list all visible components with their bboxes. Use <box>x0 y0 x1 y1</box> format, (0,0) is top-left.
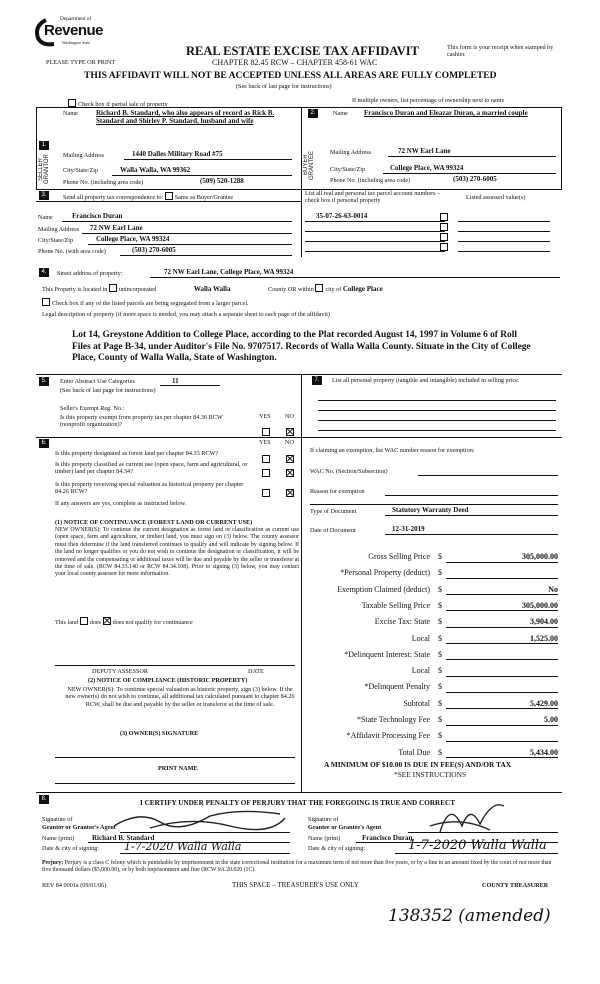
perjury-title: Perjury: <box>42 860 64 866</box>
calc-currency: $ <box>438 747 442 757</box>
grantee-agent-label: Grantee or Grantee's Agent <box>308 824 382 831</box>
seller-name-value: Richard B. Standard, who also appears of record as Rick B. Standard and Shirley P. Standard, husband and wife <box>96 109 275 126</box>
parcel-personal-checkbox-3[interactable] <box>440 233 448 241</box>
legal-desc-label: Legal description of property (if more space is needed, you may attach a separate sheet to each page of the affidavit) <box>42 311 330 318</box>
exempt-no-checkbox[interactable] <box>286 428 294 436</box>
segregated-label: Check box if any of the listed parcels are being segregated from a larger parcel. <box>52 300 249 307</box>
exempt-question: Is this property exempt from property tax per chapter 84.36 RCW (nonprofit organization)? <box>60 414 223 429</box>
unincorporated-checkbox[interactable] <box>109 284 117 292</box>
tax-phone-label: Phone No. (with area code) <box>38 248 106 255</box>
grantee-sig-label: Signature of <box>308 816 339 823</box>
calc-value: 5,434.00 <box>530 747 558 757</box>
grantor-name-label: Name (print) <box>42 835 75 842</box>
tax-name-value: Francisco Duran <box>72 212 123 220</box>
current-use-yes-checkbox[interactable] <box>262 469 270 477</box>
current-use-no-checkbox[interactable] <box>286 469 294 477</box>
minimum-due-note: A MINIMUM OF $10.00 IS DUE IN FEE(S) AND/OR TAX <box>324 760 512 769</box>
certify-statement: I CERTIFY UNDER PENALTY OF PERJURY THAT THE FOREGOING IS TRUE AND CORRECT <box>140 799 455 807</box>
personal-property-label: List all personal property (tangible and intangible) included in selling price. <box>332 377 520 384</box>
perjury-text: Perjury is a class C felony which is punishable by imprisonment in the state correctional institution for a maximum term of not more than five years, or by a fine in an amount fixed by the court of not more than five thousand dollars ($5,000.00), or by both imprisonment and fine (RCW 9A.20.020 (1C). <box>42 860 552 873</box>
use-categories-value: 11 <box>172 377 179 385</box>
within-city-checkbox[interactable] <box>315 284 323 292</box>
department-name: Revenue <box>44 22 104 39</box>
deputy-assessor-label: DEPUTY ASSESSOR <box>92 668 148 675</box>
calc-label: Gross Selling Price <box>368 552 430 561</box>
calc-currency: $ <box>438 715 442 724</box>
segregated-checkbox[interactable] <box>42 298 50 306</box>
section-6-number: 6. <box>39 439 49 448</box>
city-of-label: city of <box>325 286 342 293</box>
exemption-reason-label: Reason for exemption <box>310 488 365 495</box>
calc-value: 5,429.00 <box>530 698 558 708</box>
calc-currency: $ <box>438 666 442 676</box>
calc-value: 3,904.00 <box>530 617 558 627</box>
unincorporated-label: unincorporated <box>118 286 157 293</box>
tax-mailing-label: Mailing Address <box>38 226 80 233</box>
calc-value: 305,000.00 <box>522 600 558 610</box>
grantee-name-label: Name (print) <box>308 835 341 842</box>
handwritten-note: 138352 (amended) <box>388 906 551 926</box>
partial-sale-checkbox[interactable] <box>68 99 76 107</box>
calc-label: *Delinquent Penalty <box>364 682 430 692</box>
grantee-signature <box>420 796 510 836</box>
calc-label: Total Due <box>398 747 430 757</box>
legal-desc-value: Lot 14, Greystone Addition to College Place, according to the Plat recorded August 14, 1997 in Volume 6 of Roll Files at Page B-34, under Auditor's File No. 9707517. Records of Walla Walla County. Situate in the City of College Place, County of Walla Walla, State of Washington. <box>72 330 531 364</box>
grantor-date-label: Date & city of signing: <box>42 845 100 852</box>
this-land-label: This land <box>55 619 79 626</box>
calc-label: *Delinquent Interest: State <box>344 649 430 659</box>
send-correspondence-row <box>63 192 233 201</box>
calc-currency: $ <box>438 682 442 692</box>
section-5-number: 5. <box>39 377 49 386</box>
parcel-number-value: 35-07-26-63-0014 <box>316 212 368 220</box>
county-treasurer-label: COUNTY TREASURER <box>482 882 549 889</box>
department-small: Department of <box>60 16 92 22</box>
calc-label: Excise Tax: State <box>374 617 430 627</box>
section-3-number: 3. <box>39 191 49 200</box>
seller-grantor-label: SELLER GRANTOR <box>38 154 50 184</box>
city-of-value: College Place <box>342 285 383 293</box>
treasurer-space-label: THIS SPACE – TREASURER'S USE ONLY <box>232 881 359 889</box>
wac-label: WAC No. (Section/Subsection) <box>310 468 388 475</box>
section-2-number: 2. <box>308 109 318 118</box>
calc-value: 5.00 <box>544 715 558 724</box>
form-warning: THIS AFFIDAVIT WILL NOT BE ACCEPTED UNLESS ALL AREAS ARE FULLY COMPLETED <box>84 70 497 81</box>
continuance-row <box>55 617 193 626</box>
buyer-mailing-value: 72 NW Earl Lane <box>398 147 451 155</box>
calc-label: Local <box>411 666 430 676</box>
calc-label: *State Technology Fee <box>356 715 430 724</box>
calc-label: Local <box>411 633 430 643</box>
exempt-no-label: NO <box>285 413 294 420</box>
section-4-number: 4. <box>39 268 49 277</box>
calc-label: *Personal Property (deduct) <box>340 568 430 578</box>
parcel-personal-checkbox-2[interactable] <box>440 223 448 231</box>
county-value: Walla Walla <box>193 285 231 293</box>
rev-number: REV 84 0001a (09/01/06) <box>42 882 107 889</box>
revenue-logo <box>32 16 102 48</box>
use-categories-label: Enter Abstract Use Categories <box>60 378 135 385</box>
buyer-mailing-label: Mailing Address <box>330 149 372 156</box>
location-row <box>42 284 383 293</box>
doc-type-value: Statutory Warranty Deed <box>392 506 469 514</box>
calc-label: Exemption Claimed (deduct) <box>337 584 430 594</box>
seller-city-value: Walla Walla, WA 99362 <box>120 166 191 174</box>
grantor-date-value: 1-7-2020 Walla Walla <box>124 840 242 853</box>
street-value: 72 NW Earl Lane, College Place, WA 99324 <box>164 268 294 276</box>
calc-currency: $ <box>438 568 442 578</box>
current-use-question: Is this property classified as current use (open space, farm and agricultural, or timber) land per chapter 84.34? <box>55 461 248 476</box>
doc-date-value: 12-31-2019 <box>392 525 425 533</box>
exempt-yes-label: YES <box>259 413 271 420</box>
located-label: This Property is located in <box>42 286 108 293</box>
multi-owner-note: If multiple owners, list percentage of ownership next to name <box>352 97 505 104</box>
send-correspondence-label: Send all property tax correspondence to: <box>63 194 164 201</box>
calc-value: 305,000.00 <box>522 552 558 561</box>
same-as-buyer-checkbox[interactable] <box>165 192 173 200</box>
buyer-city-label: City/State/Zip <box>330 166 366 173</box>
buyer-city-value: College Place, WA 99324 <box>390 164 464 172</box>
calc-currency: $ <box>438 617 442 627</box>
forest-yes-checkbox[interactable] <box>262 455 270 463</box>
perjury-notice <box>42 860 560 874</box>
street-label: Street address of property: <box>57 270 123 277</box>
deputy-date-label: DATE <box>248 668 264 675</box>
assessed-header: Listed assessed value(s) <box>466 194 526 201</box>
historic-yes-checkbox[interactable] <box>262 489 270 497</box>
calc-currency: $ <box>438 698 442 708</box>
seller-mailing-label: Mailing Address <box>63 152 105 159</box>
exemption-label: If claiming an exemption, list WAC number reason for exemption: <box>310 447 475 454</box>
please-type: PLEASE TYPE OR PRINT <box>46 59 116 66</box>
section-7-number: 7. <box>312 376 322 385</box>
section-1-number: 1. <box>39 141 49 150</box>
owner-signature-label: (3) OWNER(S) SIGNATURE <box>120 730 199 737</box>
same-as-buyer-label: Same as Buyer/Grantee <box>174 194 234 201</box>
see-instructions-note: *SEE INSTRUCTIONS <box>394 770 467 779</box>
calc-currency: $ <box>438 552 442 561</box>
calc-value: 1,525.00 <box>530 633 558 643</box>
does-label: does <box>89 619 102 626</box>
notice1-text: NEW OWNER(S): To continue the current designation as forest land or classification as current use (open space, farm and agriculture, or timber) land, you must sign on (3) below. The county assessor must then determine if the land transferred continues to qualify and will indicate by signing below. If the land no longer qualifies or you do not wish to continue the designation or classification, it will be removed and the compensating or additional taxes will be due and payable by the seller or transferor at the time of sale. (RCW 84.33.140 or RCW 84.34.108). Prior to signing (3) below, you may contact your local county assessor for more information. <box>55 527 299 578</box>
partial-sale-label: Check box if partial sale of property <box>78 101 168 108</box>
calc-label: Subtotal <box>403 698 430 708</box>
notice2-title: (2) NOTICE OF COMPLIANCE (HISTORIC PROPERTY) <box>88 677 248 684</box>
county-or-label: County OR within <box>268 286 314 293</box>
does-not-qualify-checkbox[interactable] <box>103 617 111 625</box>
grantee-name-value: Francisco Duran <box>362 834 413 842</box>
segregated-row <box>42 298 249 307</box>
receipt-note: This form is your receipt when stamped by cashier. <box>447 44 554 59</box>
grantor-signature <box>110 806 290 832</box>
does-qualify-checkbox[interactable] <box>80 617 88 625</box>
seller-phone-label: Phone No. (including area code) <box>63 179 144 186</box>
parcel-header: List all real and personal tax parcel account numbers – check box if personal property <box>305 190 441 205</box>
personal-property-checkboxes[interactable] <box>440 211 450 251</box>
if-yes-note: If any answers are yes, complete as instructed below. <box>55 500 187 507</box>
buyer-name-label: Name <box>333 110 348 117</box>
grantee-date-label: Date & city of signing: <box>308 845 366 852</box>
grantor-name-value: Richard B. Standard <box>92 834 155 842</box>
seller-phone-value: (509) 520-1288 <box>200 177 244 185</box>
buyer-grantee-label: BUYER GRANTEE <box>303 150 315 180</box>
buyer-name-value: Francisco Duran and Eleazar Duran, a married couple <box>364 109 528 117</box>
s6-yes-label: YES <box>259 439 271 446</box>
doc-type-label: Type of Document <box>310 508 357 515</box>
calc-currency: $ <box>438 649 442 659</box>
tax-name-label: Name <box>38 214 53 221</box>
calc-currency: $ <box>438 731 442 741</box>
grantor-agent-label: Grantor or Grantor's Agent <box>42 824 116 831</box>
buyer-phone-value: (503) 270-6005 <box>453 175 497 183</box>
notice2-text: NEW OWNER(S): To continue special valuation as historic property, sign (3) below. If the new owner(s) do not wish to continue, all additional tax calculated pursuant to chapter 84.26 RCW, shall be due and payable by the seller or transferor at the time of sale. <box>65 686 295 708</box>
s6-no-label: NO <box>285 439 294 446</box>
seller-city-label: City/State/Zip <box>63 167 99 174</box>
seller-mailing-value: 1440 Dalles Military Road #75 <box>132 150 223 158</box>
historic-no-checkbox[interactable] <box>286 489 294 497</box>
section-8-number: 8. <box>39 795 49 804</box>
doc-date-label: Date of Document <box>310 527 356 534</box>
calc-label: Taxable Selling Price <box>361 600 430 610</box>
exempt-yes-checkbox[interactable] <box>262 428 270 436</box>
use-see-back: (See back of last page for instructions) <box>60 387 156 394</box>
parcel-personal-checkbox-1[interactable] <box>440 213 448 221</box>
does-not-label: does not qualify for continuance <box>112 619 193 626</box>
form-title: REAL ESTATE EXCISE TAX AFFIDAVIT <box>186 44 419 58</box>
forest-no-checkbox[interactable] <box>286 455 294 463</box>
buyer-phone-label: Phone No. (including area code) <box>330 177 411 184</box>
forest-land-question: Is this property designated as forest land per chapter 84.33 RCW? <box>55 450 219 457</box>
parcel-personal-checkbox-4[interactable] <box>440 243 448 251</box>
grantee-date-value: 1-7-2020 Walla Walla <box>408 838 547 853</box>
tax-city-value: College Place, WA 99324 <box>96 235 170 243</box>
calc-currency: $ <box>438 633 442 643</box>
tax-mailing-value: 72 NW Earl Lane <box>90 224 143 232</box>
notice1-title: (1) NOTICE OF CONTINUANCE (FOREST LAND OR CURRENT USE) <box>55 519 253 526</box>
calc-currency: $ <box>438 584 442 594</box>
historic-question: Is this property receiving special valuation as historical property per chapter 84.26 RCW? <box>55 481 244 496</box>
grantor-sig-label: Signature of <box>42 816 73 823</box>
calc-currency: $ <box>438 600 442 610</box>
calc-value: No <box>548 584 558 594</box>
form-chapter: CHAPTER 82.45 RCW – CHAPTER 458-61 WAC <box>212 58 378 67</box>
calc-label: *Affidavit Processing Fee <box>346 731 430 741</box>
state-name: Washington State <box>62 40 91 45</box>
tax-city-label: City/State/Zip <box>38 237 74 244</box>
print-name-label: PRINT NAME <box>158 765 198 772</box>
exempt-reg-label: Seller's Exempt Reg. No.: <box>60 405 125 412</box>
tax-phone-value: (503) 270-6005 <box>132 246 176 254</box>
seller-name-label: Name <box>63 110 78 117</box>
see-back-instructions: (See back of last page for instructions) <box>236 83 332 90</box>
